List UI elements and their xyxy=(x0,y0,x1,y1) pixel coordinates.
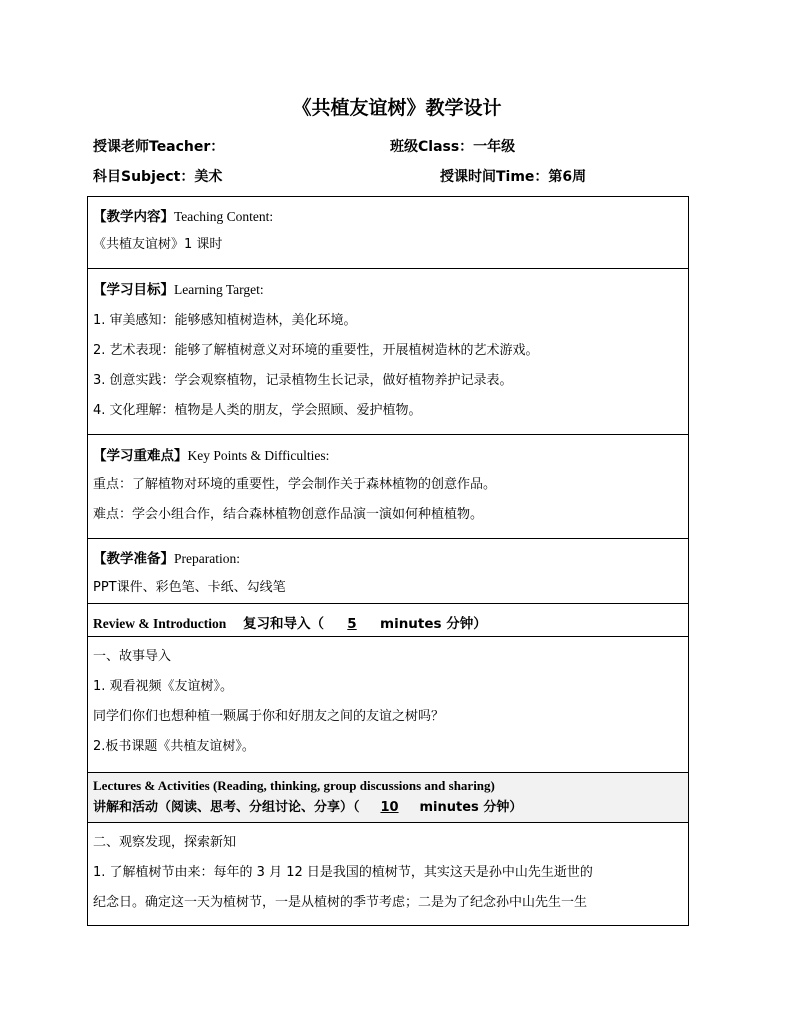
list-item: 2. 艺术表现：能够了解植树意义对环境的重要性，开展植树造林的艺术游戏。 xyxy=(93,343,539,358)
teacher-field: 授课老师Teacher： xyxy=(93,139,225,155)
lectures-unit: minutes 分钟） xyxy=(419,800,523,815)
observe-line: 纪念日。确定这一天为植树节，一是从植树的季节考虑；二是为了纪念孙中山先生一生 xyxy=(93,895,588,910)
key-points-section xyxy=(87,434,689,538)
subject-field: 科目Subject：美术 xyxy=(93,169,223,185)
lectures-line-cn xyxy=(93,796,522,815)
section-header xyxy=(93,612,487,632)
lectures-label-cn: 讲解和活动（阅读、思考、分组讨论、分享）（ xyxy=(93,800,360,815)
story-line: 2.板书课题《共植友谊树》。 xyxy=(93,739,255,754)
section-header-cn: 【教学准备】 xyxy=(93,551,174,567)
story-line: 一、故事导入 xyxy=(93,649,172,664)
story-line: 同学们你们也想种植一颗属于你和好朋友之间的友谊之树吗？ xyxy=(93,709,445,724)
observe-line: 二、观察发现，探索新知 xyxy=(93,835,237,850)
section-body: 《共植友谊树》1 课时 xyxy=(93,237,223,252)
review-unit: minutes 分钟） xyxy=(380,616,487,632)
review-minutes: 5 xyxy=(347,616,357,632)
lectures-section xyxy=(87,772,689,822)
review-label-en: Review & Introduction xyxy=(93,616,227,631)
review-section xyxy=(87,603,689,636)
observe-section xyxy=(87,822,689,926)
section-header xyxy=(93,205,273,225)
story-section xyxy=(87,636,689,772)
lectures-label-en: Lectures & Activities (Reading, thinking, group discussions and sharing) xyxy=(93,778,495,793)
document-title: 《共植友谊树》教学设计 xyxy=(292,97,502,119)
teaching-content-section xyxy=(87,196,689,268)
section-header xyxy=(93,278,264,298)
section-header-en: Preparation: xyxy=(174,551,240,566)
time-field: 授课时间Time：第6周 xyxy=(440,169,587,185)
class-field: 班级Class：一年级 xyxy=(390,139,516,155)
section-header xyxy=(93,547,240,567)
list-item: 4. 文化理解：植物是人类的朋友，学会照顾、爱护植物。 xyxy=(93,403,422,418)
list-item: 重点：了解植物对环境的重要性，学会制作关于森林植物的创意作品。 xyxy=(93,477,497,492)
list-item: 3. 创意实践：学会观察植物，记录植物生长记录，做好植物养护记录表。 xyxy=(93,373,513,388)
preparation-section xyxy=(87,538,689,603)
section-header-cn: 【教学内容】 xyxy=(93,209,174,225)
section-header-cn: 【学习重难点】 xyxy=(93,448,188,464)
lectures-line-en xyxy=(93,778,495,794)
list-item: 难点：学会小组合作，结合森林植物创意作品演一演如何种植植物。 xyxy=(93,507,484,522)
observe-line: 1. 了解植树节由来：每年的 3 月 12 日是我国的植树节，其实这天是孙中山先生逝世的 xyxy=(93,865,593,880)
section-header-cn: 【学习目标】 xyxy=(93,282,174,298)
section-body: PPT课件、彩色笔、卡纸、勾线笔 xyxy=(93,580,286,595)
list-item: 1. 审美感知：能够感知植树造林，美化环境。 xyxy=(93,313,357,328)
section-header-en: Key Points & Difficulties: xyxy=(187,448,330,463)
review-label-cn: 复习和导入（ xyxy=(243,616,324,632)
section-header-en: Teaching Content: xyxy=(174,209,274,224)
section-header xyxy=(93,444,329,464)
learning-target-section xyxy=(87,268,689,434)
section-header-en: Learning Target: xyxy=(174,282,264,297)
story-line: 1. 观看视频《友谊树》。 xyxy=(93,679,234,694)
lectures-minutes: 10 xyxy=(380,800,399,815)
